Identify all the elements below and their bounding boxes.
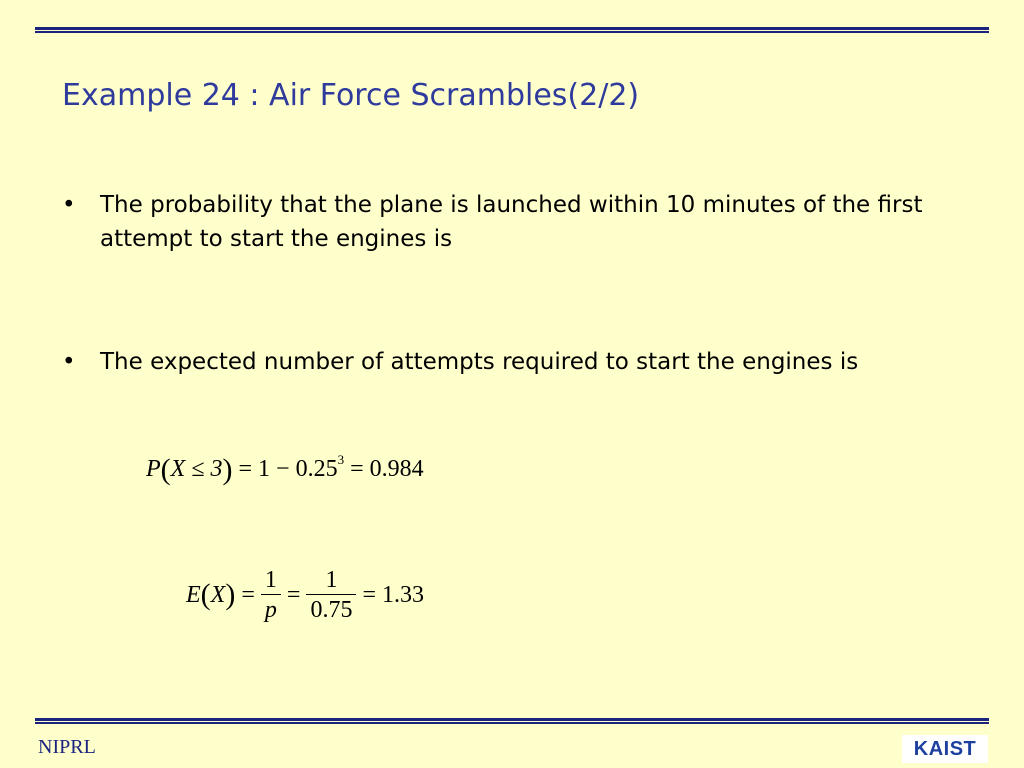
bullet-dot: •	[62, 192, 76, 218]
eq1-rhs: = 1 − 0.25	[238, 456, 338, 482]
bullet-text: The expected number of attempts required to start the engines is	[100, 349, 859, 375]
fraction-one-over-value	[306, 566, 356, 625]
footer-rule	[35, 718, 989, 721]
eq2-equals: =	[241, 581, 255, 608]
footer-org-label: NIPRL	[38, 736, 96, 758]
kaist-logo	[902, 735, 988, 763]
eq2-result: = 1.33	[362, 581, 424, 608]
eq1-exponent: 3	[337, 452, 345, 467]
eq2-open-paren: (	[200, 578, 211, 611]
expectation-equation	[186, 560, 424, 630]
bullet-item	[62, 188, 962, 256]
eq2-inner: X	[210, 581, 226, 608]
frac1-denominator: p	[261, 594, 281, 625]
frac2-numerator: 1	[325, 566, 338, 593]
eq1-result: = 0.984	[350, 456, 424, 482]
eq2-close-paren: )	[225, 578, 236, 611]
eq2-lhs-var: E	[186, 581, 201, 608]
header-rule	[35, 27, 989, 30]
bullet-text: The probability that the plane is launched within 10 minutes of the first attempt to start the engines is	[100, 192, 923, 252]
frac1-numerator: 1	[264, 566, 277, 593]
eq1-close-paren: )	[222, 453, 233, 486]
fraction-one-over-p	[261, 566, 281, 625]
probability-equation	[146, 452, 424, 487]
slide-title: Example 24 : Air Force Scrambles(2/2)	[62, 78, 640, 113]
kaist-logo-text: KAIST	[913, 737, 977, 760]
eq1-lhs-var: P	[146, 456, 161, 482]
footer-rule-thin	[35, 722, 989, 724]
eq1-open-paren: (	[160, 453, 171, 486]
eq2-equals: =	[286, 581, 301, 608]
frac2-denominator: 0.75	[306, 594, 356, 625]
header-rule-thin	[35, 31, 989, 33]
bullet-item	[62, 345, 962, 379]
bullet-dot: •	[62, 349, 76, 375]
eq1-inner: X ≤ 3	[170, 456, 223, 482]
